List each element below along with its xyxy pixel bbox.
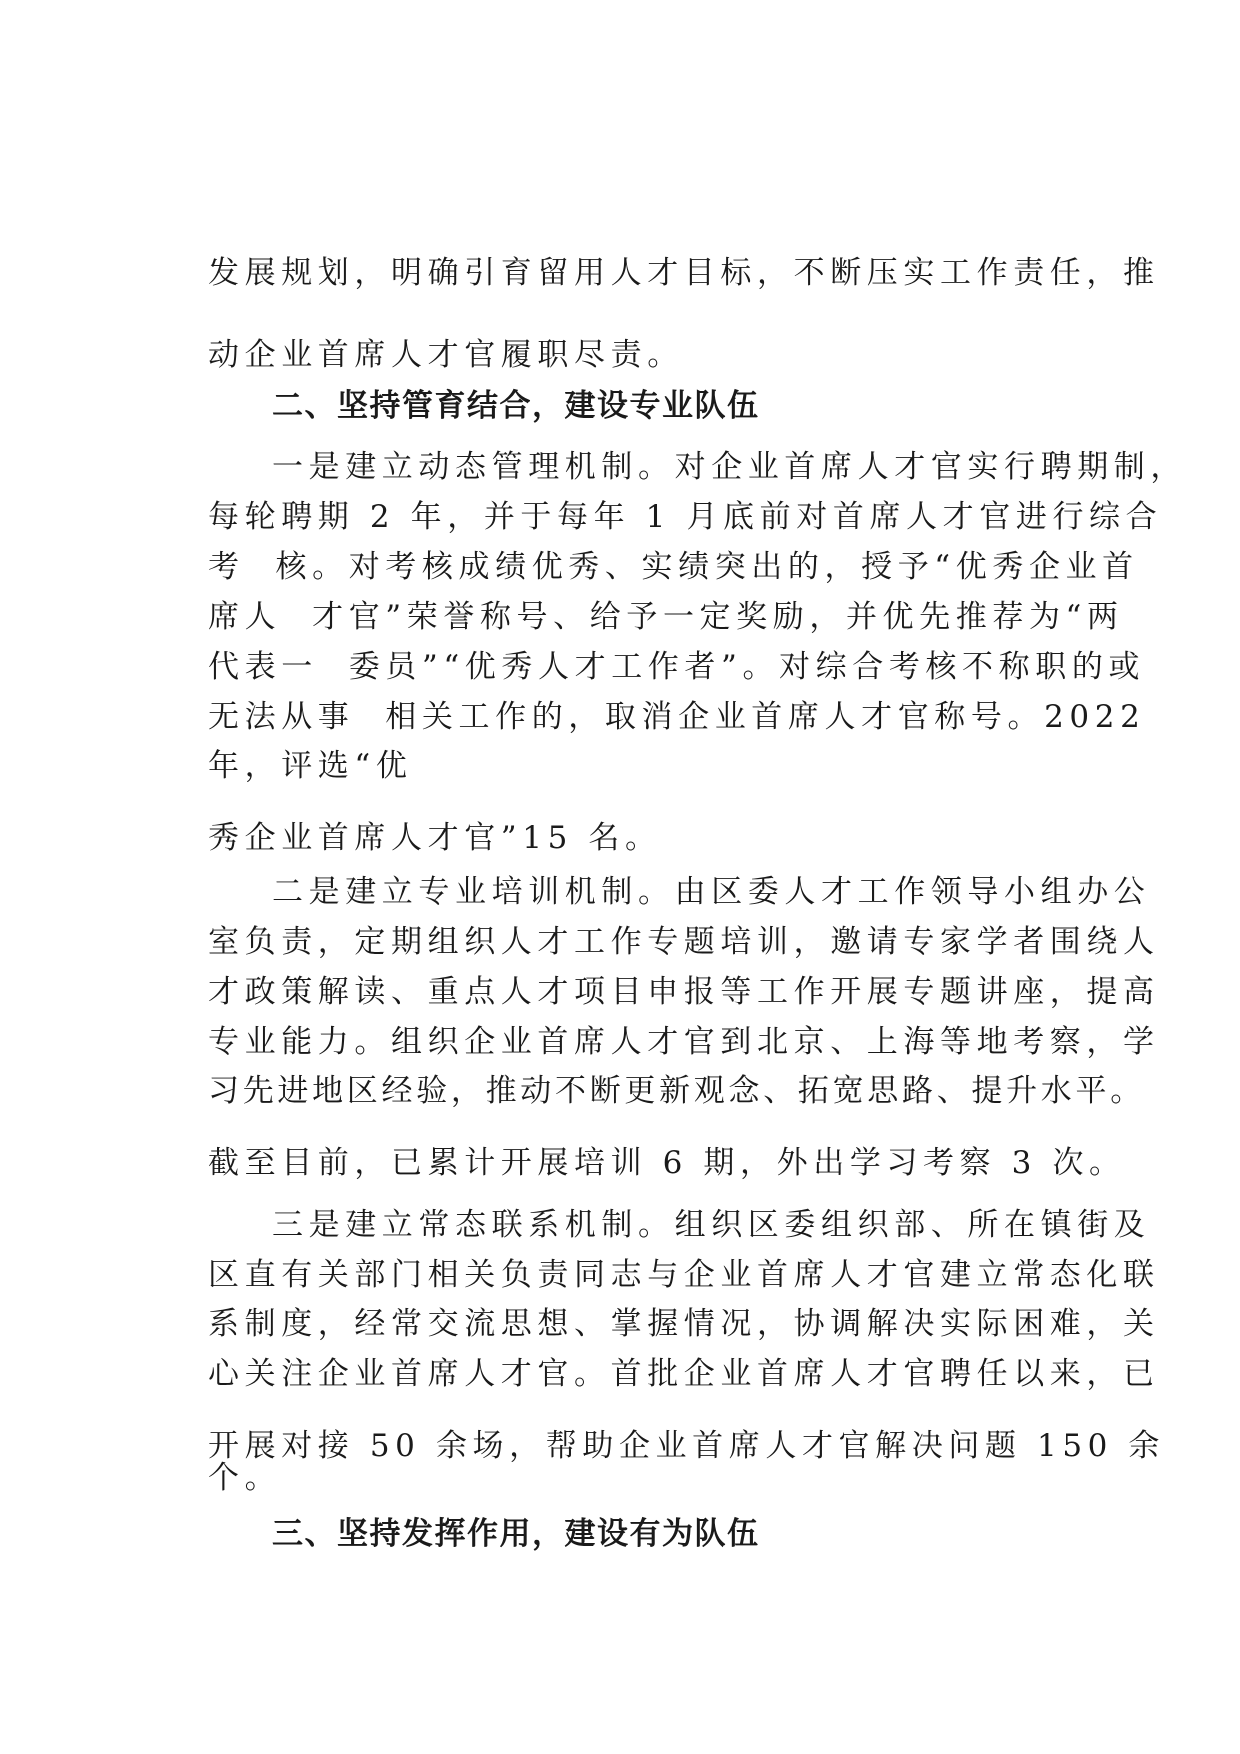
body-text-line: 秀企业首席人才官”15 名。 (208, 820, 662, 856)
body-text-line: 专业能力。组织企业首席人才官到北京、上海等地考察，学 (208, 1024, 1160, 1060)
body-text-line: 心关注企业首席人才官。首批企业首席人才官聘任以来，已 (208, 1356, 1160, 1392)
section-heading-3: 三、坚持发挥作用，建设有为队伍 (272, 1516, 760, 1552)
body-text-line: 年，评选“优 (208, 748, 413, 784)
body-text-line: 开展对接 50 余场，帮助企业首席人才官解决问题 150 余 (208, 1428, 1166, 1464)
paragraph-start-line: 三是建立常态联系机制。组织区委组织部、所在镇街及 (272, 1207, 1151, 1243)
body-text-line: 区直有关部门相关负责同志与企业首席人才官建立常态化联 (208, 1257, 1160, 1293)
paragraph-start-line: 二是建立专业培训机制。由区委人才工作领导小组办公 (272, 874, 1151, 910)
body-text-line: 发展规划，明确引育留用人才目标，不断压实工作责任，推 (208, 255, 1160, 291)
body-text-line: 截至目前，已累计开展培训 6 期，外出学习考察 3 次。 (208, 1145, 1126, 1181)
body-text-line: 无法从事 相关工作的，取消企业首席人才官称号。2022 (208, 699, 1146, 735)
body-text-line: 室负责，定期组织人才工作专题培训，邀请专家学者围绕人 (208, 924, 1160, 960)
body-text-line: 动企业首席人才官履职尽责。 (208, 337, 684, 373)
body-text-line: 代表一 委员”“优秀人才工作者”。对综合考核不称职的或 (208, 649, 1146, 685)
section-heading-2: 二、坚持管育结合，建设专业队伍 (272, 388, 760, 424)
paragraph-start-line: 一是建立动态管理机制。对企业首席人才官实行聘期制， (272, 449, 1187, 485)
body-text-line: 考 核。对考核成绩优秀、实绩突出的，授予“优秀企业首 (208, 549, 1139, 585)
body-text-line: 习先进地区经验，推动不断更新观念、拓宽思路、提升水平。 (208, 1073, 1145, 1109)
body-text-line: 每轮聘期 2 年，并于每年 1 月底前对首席人才官进行综合 (208, 499, 1163, 535)
body-text-line: 席人 才官”荣誉称号、给予一定奖励，并优先推荐为“两 (208, 599, 1124, 635)
body-text-line: 才政策解读、重点人才项目申报等工作开展专题讲座，提高 (208, 974, 1160, 1010)
body-text-line: 个。 (208, 1460, 282, 1496)
body-text-line: 系制度，经常交流思想、掌握情况，协调解决实际困难，关 (208, 1306, 1160, 1342)
